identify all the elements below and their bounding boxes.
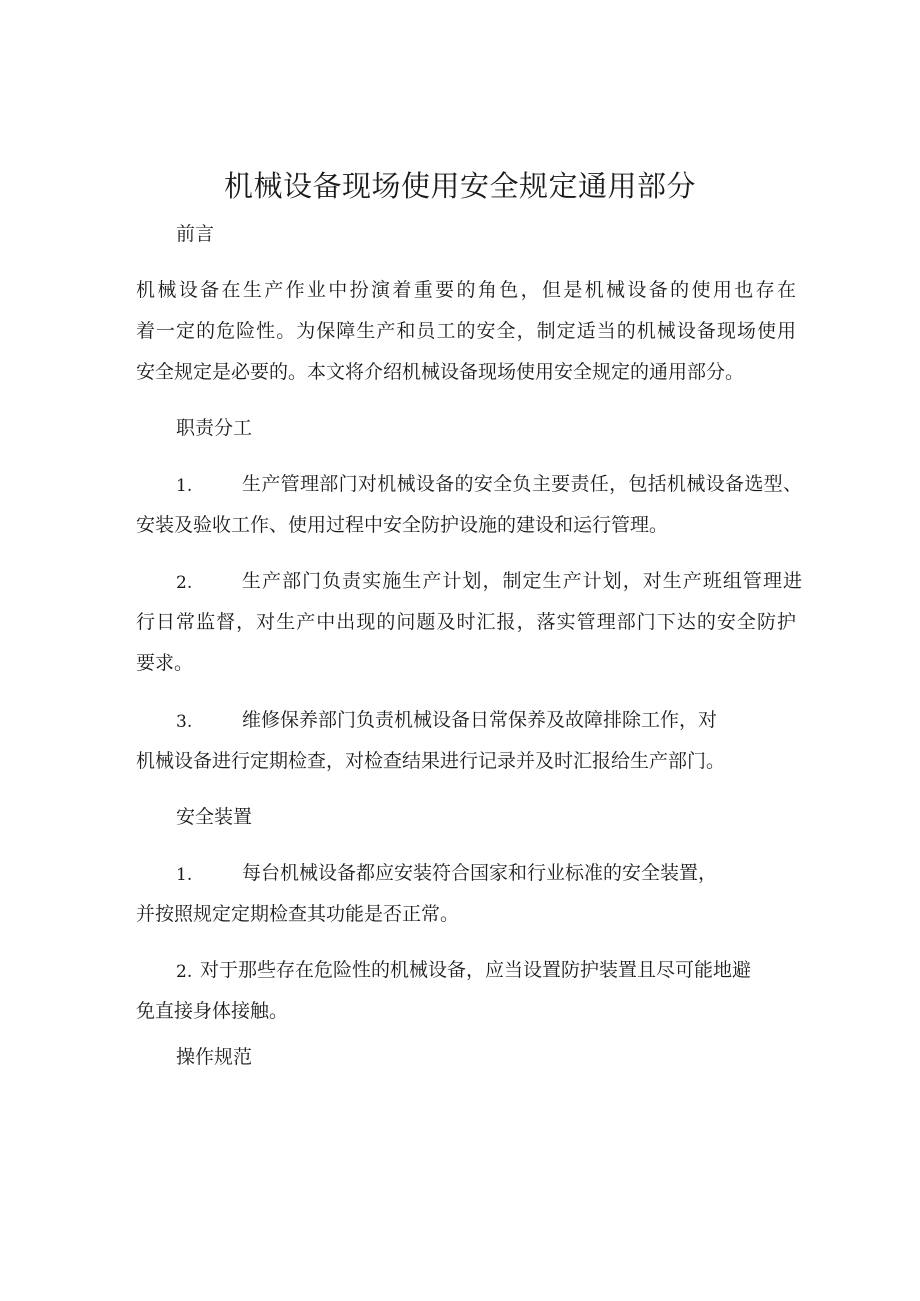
responsibility-1-line-1: 生产管理部门对机械设备的安全负主要责任，包括机械设备选型、 — [242, 473, 802, 495]
list-number: 2. — [176, 962, 193, 982]
safety-1-line-1: 每台机械设备都应安装符合国家和行业标准的安全装置， — [242, 862, 718, 884]
responsibility-3-line-1: 维修保养部门负责机械设备日常保养及故障排除工作，对 — [242, 709, 718, 731]
safety-1-line-2: 并按照规定定期检查其功能是否正常。 — [136, 903, 460, 925]
preface-line-2: 着一定的危险性。为保障生产和员工的安全，制定适当的机械设备现场使用 — [136, 320, 796, 342]
document-title: 机械设备现场使用安全规定通用部分 — [223, 169, 696, 203]
preface-line-3: 安全规定是必要的。本文将介绍机械设备现场使用安全规定的通用部分。 — [136, 361, 745, 383]
section-heading-preface: 前言 — [176, 223, 215, 245]
section-heading-safety-devices: 安全装置 — [176, 806, 253, 828]
responsibility-2-line-3: 要求。 — [136, 652, 194, 674]
safety-2-line-2: 免直接身体接触。 — [136, 1000, 289, 1022]
safety-2-line-1: 对于那些存在危险性的机械设备，应当设置防护装置且尽可能地避 — [200, 959, 752, 981]
list-number: 2. — [176, 573, 193, 593]
section-heading-responsibilities: 职责分工 — [176, 417, 253, 439]
list-number: 1. — [176, 865, 193, 885]
preface-line-1: 机械设备在生产作业中扮演着重要的角色，但是机械设备的使用也存在 — [136, 279, 796, 301]
list-number: 3. — [176, 712, 193, 732]
responsibility-1-line-2: 安装及验收工作、使用过程中安全防护设施的建设和运行管理。 — [136, 514, 669, 536]
section-heading-operation: 操作规范 — [176, 1046, 253, 1068]
responsibility-3-line-2: 机械设备进行定期检查，对检查结果进行记录并及时汇报给生产部门。 — [136, 750, 726, 772]
list-number: 1. — [176, 476, 193, 496]
responsibility-2-line-2: 行日常监督，对生产中出现的问题及时汇报，落实管理部门下达的安全防护 — [136, 611, 796, 633]
responsibility-2-line-1: 生产部门负责实施生产计划，制定生产计划，对生产班组管理进 — [242, 570, 802, 592]
